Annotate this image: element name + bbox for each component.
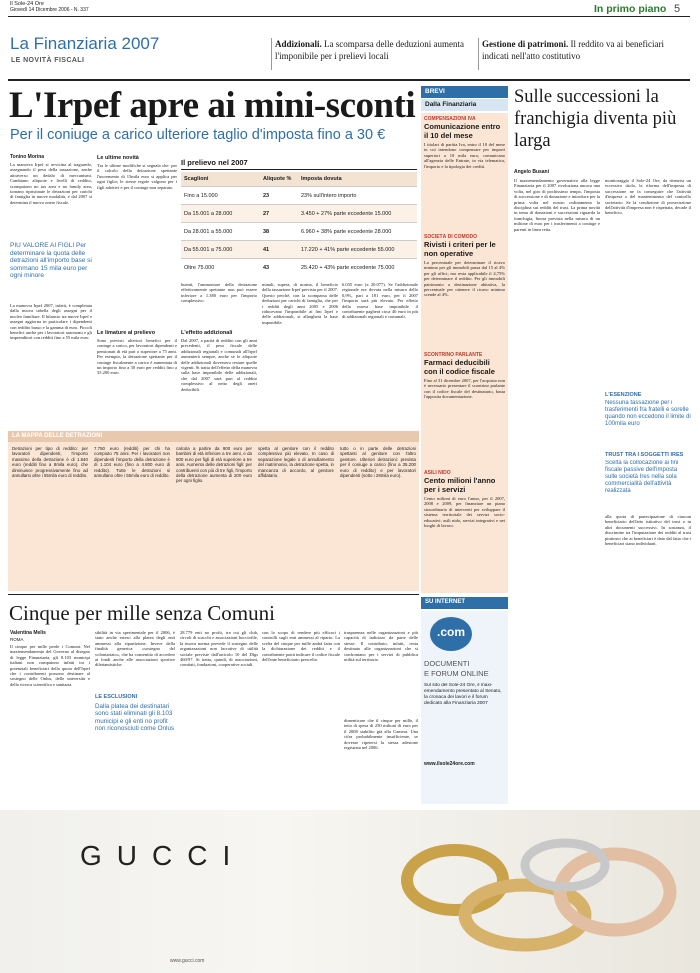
teaser-gestione[interactable]: [482, 38, 687, 62]
teaser-head: Gestione di patrimoni.: [482, 39, 569, 49]
ad-url[interactable]: www.gucci.com: [170, 958, 205, 964]
brevi-tag: ASILI NIDO: [424, 470, 451, 476]
cinque-body-5: trasparenza nelle organizzazioni e più capacità di indirizzo da parte delle stesse. Il contributo, infatti, resta destinato alle organizzazioni che si confrontano per i servizi di pubblica utilità sul territorio.: [344, 630, 418, 663]
brevi-tag: SOCIETÀ DI COMODO: [424, 234, 478, 240]
brevi-text: I titolari di partita Iva, entro il 10 del mese in cui intendono compensare per importi superiori a 10 mila euro, comunicano all'agenzia delle Entrate, in via telematica, l'importo e la tipologia dei crediti.: [424, 142, 505, 169]
brevi-title: Cento milioni l'anno per i servizi: [424, 476, 496, 494]
cinque-body-3: 28.779 enti no profit, tra cui gli club, circoli di scacchi e associazioni bocciofile, la nuova norma prevede il sostegno delle organizzazioni non lucrative di utilità sociale previste dall'articolo 10 del Dlgs 460/97. Si tratta, quindi, di associazioni, comitati, fondazioni, cooperative sociali.: [180, 630, 258, 668]
table-cell: Oltre 75.000: [184, 264, 215, 271]
brevi-item: [424, 352, 505, 470]
main-body-lead: La manovra Irpef si avvicina al traguardo, assegnando il peso della tassazione, anche attraverso un dedalo di meccanismi. Cambiano aliquote e livelli di reddito, scompaiono no tax area e no family area, tornano ripristinate le detrazioni per carichi di famiglia in nuove modalità, e dal 2007 si determina il nuovo onere fiscale.: [10, 162, 92, 205]
cinque-body-2: sibilità in via sperimentale per il 2006, è stato anche esteso alla platea degli enti ammessi alla ripartizione. Invece della finalità generica «sostegno del volontariato», che ha consentito di accedere ai fondi anche alle associazioni sportive dilettantistiche.: [95, 630, 175, 668]
effetto-body-2: minali, supera, di norma, il beneficio della tassazione Irpef prevista per il 2007. Questo perché, con la scomparsa delle deduzioni per carichi di famiglia, che per i redditi degli anni 2005 e 2006 riducevano l'imponibile ai fini Irpef e delle addizionali, si allargherà la base imponibile.: [262, 282, 338, 325]
header-cell: Aliquote %: [263, 176, 292, 182]
section-label: In primo piano: [594, 3, 667, 15]
byline: Tonino Morina: [10, 154, 45, 160]
main-headline: L'Irpef apre ai mini-sconti: [9, 85, 416, 126]
cinque-byline: Valentina Melis: [10, 630, 46, 636]
successioni-body-2: monitoraggio il Sole-24 Ore, da ritenersi un eccessivo titolo, la riforma dell'imposta di successione ne fa conseguire che l'attività d'impresa o del mantenimento del controllo societario. Se la condizione di prosecuzione dell'attività d'impresa non è rispettata, decade il beneficio.: [605, 178, 691, 216]
table-row: [181, 204, 417, 222]
prelievo-title: Il prelievo nel 2007: [181, 158, 417, 170]
main-deck: Per il coniuge a carico ulteriore taglio d'imposta fino a 30 €: [10, 127, 386, 143]
brevi-tag: SCONTRINO PARLANTE: [424, 352, 483, 358]
web-brand: .com: [437, 625, 466, 639]
mappa-title: LA MAPPA DELLE DETRAZIONI: [8, 431, 419, 442]
successioni-byline: Angelo Busani: [514, 169, 550, 175]
successioni-body: Il maxiemendamento governativo alla legge Finanziaria per il 2007 rivoluziona ancora una volta, nel giro di pochissimo tempo, l'imposta di successione e di donazione e introduce per la prima volta nel nostro ordinamento la disciplina sui redditi del trust. La prima novità in tema di donazioni e successioni riguarda la franchigia, finora prevista nella misura di un milione di euro per i trasferimenti a coniuge e parenti in linea retta.: [514, 178, 600, 232]
col2-body2: Sono previsti ulteriori benefici per il coniuge a carico, per lavoratori dipendenti e pensionati di età pari o superiore a 75 anni. Per esempio, la detrazione spettante per il coniuge fiscalmente a carico è aumentata di un importo fino a 30 euro per redditi fino a 35.200 euro.: [97, 338, 177, 376]
mappa-col: 7.750 euro (redditi) per chi ha compiuto 75 anni. Per i lavoratori non dipendenti l'importo della detrazione è di 1.104 euro (fino a 4.800 euro di reddito). Tutte le detrazioni si annullano oltre i 55mila euro di reddito.: [94, 446, 170, 479]
table-row: [181, 222, 417, 240]
header-cell: Scaglioni: [184, 176, 209, 182]
prelievo-table: [181, 172, 417, 277]
mappa-col: Detrazioni per tipo di reddito: per lavoratori dipendenti, l'importo massimo della detrazione è di 1.840 euro (redditi fino a 8mila euro), che diminuisce progressivamente fino ad annullarsi oltre i 55mila euro di reddito.: [12, 446, 88, 479]
ring-icon: [407, 850, 503, 910]
table-cell: 38: [263, 228, 270, 235]
mappa-col: spetta al genitore con il reddito complessivo più elevato. In caso di separazione legale o di annullamento del matrimonio, la detrazione spetta, in mancanza di accordo, al genitore affidatario.: [258, 446, 334, 479]
table-cell: Da 15.001 a 28.000: [184, 210, 233, 217]
table-cell: 25.420 + 43% parte eccedente 75.000: [301, 264, 395, 271]
table-cell: Da 28.001 a 55.000: [184, 228, 233, 235]
brevi-subheader: Dalla Finanziaria: [421, 99, 508, 111]
esclusioni-title: LE ESCLUSIONI: [95, 694, 138, 700]
brevi-text: Cento milioni di euro l'anno, per il 2007, 2008 e 2009, per finanziare un piano straordinario di interventi per sviluppare il sistema territoriale dei servizi socio-educativi: asili nido, servizi integrativi e nei luoghi di lavoro.: [424, 496, 505, 529]
effetto-body-3: 6.035 euro (a 20.077). Se l'addizionale regionale era dovuta nella misura dello 0,9%, pari a 181 euro, per il 2007 l'importo sarà più elevato. Per effetto della nuova base imponibile il contribuente pagherà circa 40 euro in più di addizionali regionali e comunali.: [342, 282, 418, 320]
sidebar-quote: PIÙ VALORE AI FIGLI Per determinare la quota delle detrazioni all'importo base si sommano 15 mila euro per ogni minore: [10, 242, 92, 279]
header-cell: Imposta dovuta: [301, 176, 342, 182]
masthead-date: Giovedì 14 Dicembre 2006 - N. 337: [10, 7, 89, 13]
ad-brand: GUCCI: [80, 840, 246, 871]
col2-head2: Le limature al prelievo: [97, 330, 156, 336]
brevi-item: [424, 116, 505, 234]
table-cell: 23% sull'intero importo: [301, 192, 357, 199]
teaser-text: Il reddito va ai beneficiari indicati nell'atto costitutivo: [482, 39, 664, 61]
teaser-addizionali[interactable]: [275, 38, 480, 62]
cinque-place: ROMA: [10, 637, 24, 642]
rings-image: [385, 820, 685, 965]
brevi-text: La percentuale per determinare il ricavo minimo per gli immobili passa dal 15 al 4% per gli uffici; ma resta applicabile il 4,75% per determinare il reddito. Per gli immobili patrimonio a destinazione abitativa, la percentuale per ottenere il ricavo minimo scende al 4%.: [424, 260, 505, 298]
brevi-title: Comunicazione entro il 10 del mese: [424, 122, 501, 140]
table-cell: 17.220 + 41% parte eccedente 55.000: [301, 246, 395, 253]
col2-body: Tra le ultime modifiche si segnala che: per il calcolo della detrazione spettante l'incremento di 15mila euro si applica per ogni figlio; le stesse regole valgono per i figli adottivi e per il coniuge non separato.: [97, 163, 177, 190]
brevi-tag: COMPENSAZIONI IVA: [424, 116, 476, 122]
brevi-item: [424, 470, 505, 588]
table-cell: 6.960 + 38% parte eccedente 28.000: [301, 228, 392, 235]
table-cell: 23: [263, 192, 270, 199]
effetto-head: L'effetto addizionali: [181, 330, 233, 336]
trust-text: Scelta la collocazione ai fini fiscale passive dell'imposta sulle società Ires nella sola commercialità dell'attività realizzata: [605, 460, 679, 494]
table-cell: 41: [263, 246, 270, 253]
brevi-text: Fino al 31 dicembre 2007, per l'acquisto non è necessario presentare il scontrino parlante con il codice fiscale del destinatario, basta l'apposita documentazione.: [424, 378, 505, 400]
table-row: [181, 240, 417, 258]
cinque-body-6: dimenticare che il cinque per mille, il tetto di spesa di 250 milioni di euro per il 2008 stabilito già alla Camera. Una cifra probabilmente insufficiente, se dovesse ripetersi la stessa adesione registrata nel 2006.: [344, 718, 418, 751]
internet-line1: DOCUMENTI: [424, 659, 470, 668]
esenzione-title: L'ESENZIONE: [605, 392, 642, 398]
page-number: 5: [674, 3, 681, 15]
col2-head: Le ultime novità: [97, 155, 139, 161]
internet-url[interactable]: www.ilsole24ore.com: [424, 761, 475, 767]
main-body: La manovra Irpef 2007, infatti, è completata dalla nuova tabella degli assegni per il nucleo familiare. Il bilancio tra nuove Irpef e assegni aggiorna in particolare i dipendenti con reddito basso e la gamma di euro. Piccoli benefici anche per i lavoratori autonomi e gli imprenditori con redditi fino a 55 mila euro.: [10, 303, 92, 341]
rubric-subtitle: LE NOVITÀ FISCALI: [11, 57, 85, 64]
table-cell: 3.450 + 27% parte eccedente 15.000: [301, 210, 392, 217]
cinque-body: Il cinque per mille perde i Comuni. Nel maxiemendamento del Governo al disegno di legge Finanziaria, gli 8.103 municipi italiani non compaiono infatti tra i potenziali beneficiari della quota dell'Irpef che i contribuenti possono destinare al sostegno delle Onlus, delle università e della ricerca scientifica e sanitaria.: [10, 644, 90, 687]
rubric-title: La Finanziaria 2007: [10, 34, 160, 53]
brevi-item: [424, 234, 505, 352]
brevi-title: Rivisti i criteri per le non operative: [424, 240, 496, 258]
effetto-body: Dal 2007, a parità di reddito con gli anni precedenti, il peso fiscale delle addizionali regionali e comunali all'Irpef aumenterà sempre, anche se le aliquote delle addizionali dovessero restare quelle vigenti. Si tratta dell'effetto della manovra sulla base imponibile delle addizionali, che dal 2007 sarà pari al reddito complessivo al netto degli oneri deducibili.: [181, 338, 257, 392]
table-row: [181, 258, 417, 276]
esenzione-text: Nessuna tassazione per i trasferimenti fra fratelli e sorelle quando non eccedono il limite di 100mila euro: [605, 400, 691, 427]
table-cell: 27: [263, 210, 270, 217]
table-cell: Da 55.001 a 75.000: [184, 246, 233, 253]
internet-text: Sul sito del Sole-24 Ore, il maxi-emendamento presentato al Senato, la cronaca dei lavori e il forum dedicato alla Finanziaria 2007: [424, 683, 502, 706]
teaser-text: La scomparsa delle deduzioni aumenta l'imponibile per i prelievi locali: [275, 39, 464, 61]
table-row: [181, 186, 417, 204]
successioni-headline: Sulle successioni la franchigia diventa più larga: [514, 87, 677, 151]
internet-line2: E FORUM ONLINE: [424, 669, 489, 678]
trust-title: TRUST TRA I SOGGETTI IRES: [605, 452, 684, 458]
brevi-header: BREVI: [421, 86, 508, 98]
brevi-list: [424, 116, 505, 588]
cinque-headline: Cinque per mille senza Comuni: [9, 601, 275, 625]
successioni-body-3: alla quota di partecipazione di ciascun beneficiario dell'atto istitutivo del trust o in altri documenti successivi. In sostanza, il discrimine tra l'imputazione dei redditi al trust piuttosto che ai beneficiari è dato dal fatto che i beneficiari siano individuati.: [605, 514, 691, 547]
cinque-body-4: con lo scopo di rendere più efficaci i controlli sugli enti ammessi al riparto. La scelta del cinque per mille andrà fatta con la dichiarazione dei redditi e il contribuente potrà indicare il codice fiscale dell'ente beneficiario prescelto.: [262, 630, 340, 663]
esclusioni-text: Dalla platea dei destinatari sono stati eliminati gli 8.103 municipi e gli enti no profit non riconosciuti come Onlus: [95, 703, 175, 733]
mappa-col: tutto o in parte delle detrazioni spettanti al genitore con l'altro genitore. Ulteriori detrazioni: prevista per il coniuge a carico (fino a 35.200 euro di reddito) e per lavoratori dipendenti (sotto i 28mila euro).: [340, 446, 416, 479]
table-cell: Fino a 15.000: [184, 192, 218, 199]
internet-header: SU INTERNET: [421, 597, 508, 609]
brevi-title: Farmaci deducibili con il codice fiscale: [424, 358, 495, 376]
mappa-col: calcola a partire da 900 euro per bambini di età inferiore a tre anni, e da 800 euro per figli di età superiore a tre anni. Aumento delle detrazioni figli: per contribuenti con più di tre figli, l'importo della detrazione aumenta di 200 euro per ogni figlio.: [176, 446, 252, 484]
teaser-head: Addizionali.: [275, 39, 322, 49]
effetto-body-cont: buenti, l'ammontare della detrazione effettivamente spettante non può essere inferiore a 1.380 euro per l'importo complessivo.: [181, 282, 257, 304]
table-cell: 43: [263, 264, 270, 271]
masthead-paper: Il Sole-24 Ore: [10, 1, 44, 7]
table-header: [181, 172, 417, 186]
